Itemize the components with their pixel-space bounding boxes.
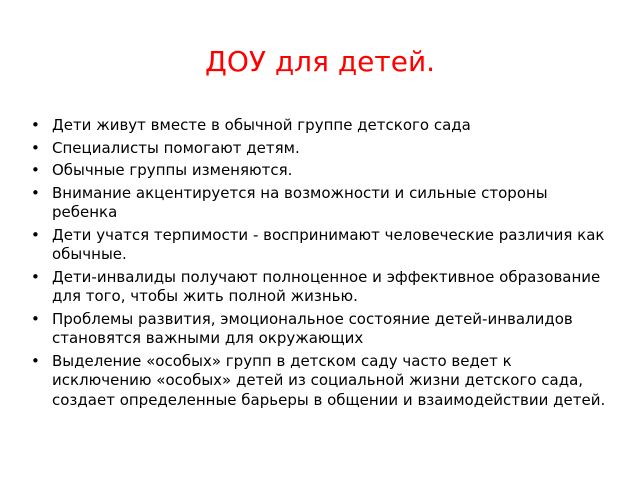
- bullet-item: [30, 226, 610, 265]
- bullet-icon: •: [31, 267, 40, 286]
- bullet-text: Выделение «особых» групп в детском саду часто ведет к исключению «особых» детей из социальной жизни детского сада, создает определенные барьеры в общении и взаимодействии детей.: [52, 351, 606, 409]
- bullet-icon: •: [31, 309, 40, 328]
- bullet-icon: •: [31, 183, 40, 202]
- bullet-icon: •: [31, 138, 40, 157]
- bullet-text: Дети учатся терпимости - воспринимают человеческие различия как обычные.: [52, 225, 605, 263]
- bullet-text: Внимание акцентируется на возможности и сильные стороны ребенка: [52, 183, 548, 221]
- bullet-text: Дети-инвалиды получают полноценное и эффективное образование для того, чтобы жить полной жизнью.: [52, 267, 601, 305]
- bullet-item: [30, 161, 610, 181]
- bullet-text: Проблемы развития, эмоциональное состояние детей-инвалидов становятся важными для окружающих: [52, 309, 573, 347]
- bullet-item: [30, 116, 610, 136]
- bullet-item: [30, 352, 610, 411]
- bullet-item: [30, 310, 610, 349]
- bullet-text: Специалисты помогают детям.: [52, 138, 300, 157]
- bullet-item: [30, 184, 610, 223]
- bullet-text: Обычные группы изменяются.: [52, 161, 293, 179]
- bullet-icon: •: [31, 225, 40, 244]
- bullet-item: [30, 268, 610, 307]
- bullet-icon: •: [31, 116, 40, 134]
- slide-title: ДОУ для детей.: [204, 45, 436, 78]
- bullet-text: Дети живут вместе в обычной группе детского сада: [52, 116, 471, 134]
- bullet-icon: •: [31, 161, 40, 179]
- bullet-icon: •: [31, 351, 40, 370]
- bullet-item: [30, 139, 610, 159]
- bullet-list: [30, 116, 610, 413]
